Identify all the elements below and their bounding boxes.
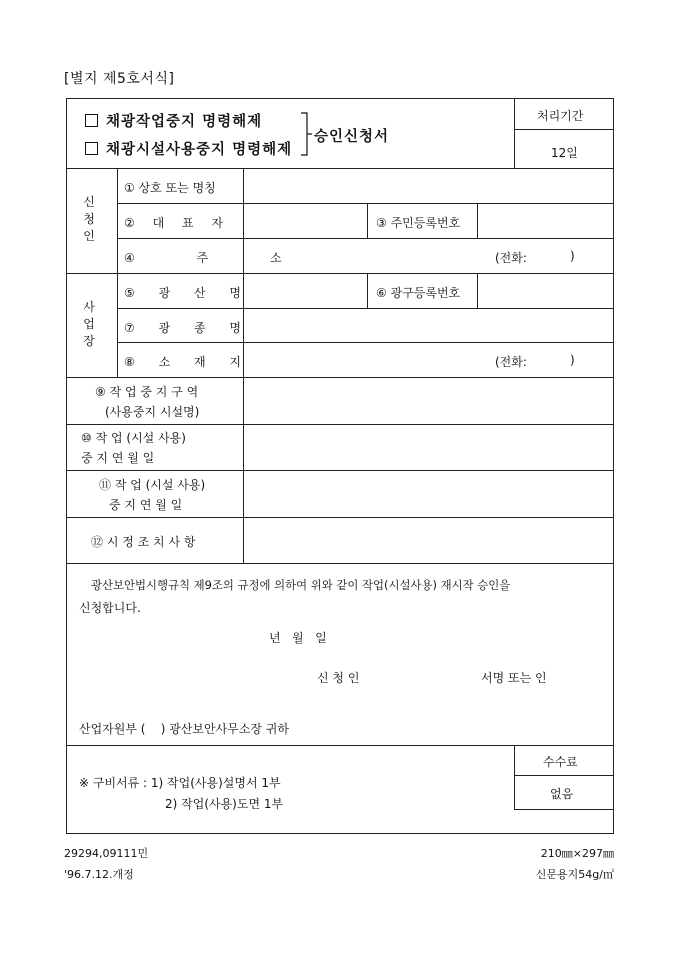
date-line: 년 월 일 [269, 631, 327, 645]
form-code: 29294,09111민 [64, 847, 149, 860]
field-9-sublabel: (사용중지 시설명) [105, 405, 200, 419]
field-11-label: ⑪ 작 업 (시설 사용) [99, 478, 206, 492]
processing-label: 처리기간 [537, 109, 584, 123]
field-9-label: ⑨ 작 업 중 지 구 역 [95, 385, 199, 399]
form-label: [별지 제5호서식] [64, 71, 175, 87]
mine-reg-label: ⑥ 광구등록번호 [376, 286, 461, 300]
field-10-sublabel: 중 지 연 월 일 [81, 451, 155, 465]
applicant-section-label: 신 청 인 [83, 195, 95, 243]
mine-section-label: 사 업 장 [83, 300, 95, 348]
addressee: 산업자원부 ( ) 광산보안사무소장 귀하 [79, 722, 289, 736]
checkbox-icon[interactable] [85, 142, 98, 155]
title-line-2: 채광시설사용중지 명령해제 [85, 138, 292, 159]
required-docs-item-2: 2) 작업(사용)도면 1부 [165, 797, 284, 811]
paper-type: 신문용지54g/㎡ [535, 868, 614, 881]
statement-line-2: 신청합니다. [79, 601, 141, 615]
phone-label: (전화: [495, 251, 527, 265]
phone-close: ) [570, 249, 575, 263]
paper-size: 210㎜×297㎜ [540, 847, 614, 860]
location-label: ⑧ 소 재 지 [124, 355, 241, 369]
title-suffix: 승인신청서 [314, 128, 390, 145]
mineral-type-label: ⑦ 광 종 명 [124, 321, 241, 335]
resident-number-label: ③ 주민등록번호 [376, 216, 461, 230]
bracket-icon [299, 111, 313, 157]
field-10-label: ⑩ 작 업 (시설 사용) [81, 431, 186, 445]
mine-name-label: ⑤ 광 산 명 [124, 286, 241, 300]
mine-phone-label: (전화: [495, 355, 527, 369]
revision-date: '96.7.12.개정 [64, 868, 134, 881]
statement-line-1: 광산보안법시행규칙 제9조의 규정에 의하여 위와 같이 작업(시설사용) 재시작 승인을 [91, 578, 511, 592]
form-frame [66, 98, 614, 834]
required-docs: ※ 구비서류 : 1) 작업(사용)설명서 1부 [79, 776, 281, 790]
checkbox-icon[interactable] [85, 114, 98, 127]
fee-value: 없음 [550, 787, 574, 801]
applicant-sign-label: 신 청 인 [317, 671, 360, 685]
title-line-1: 채광작업중지 명령해제 [85, 110, 262, 131]
processing-value: 12일 [551, 146, 578, 160]
field-11-sublabel: 중 지 연 월 일 [109, 498, 183, 512]
mine-phone-close: ) [570, 353, 575, 367]
address-label: ④ 주 소 [124, 251, 282, 265]
field-12-label: ⑫ 시 정 조 치 사 항 [91, 535, 196, 549]
fee-label: 수수료 [543, 755, 578, 769]
name-label: ① 상호 또는 명칭 [124, 181, 216, 195]
rep-label: ② 대 표 자 [124, 216, 223, 230]
sign-or-seal-label: 서명 또는 인 [481, 671, 547, 685]
